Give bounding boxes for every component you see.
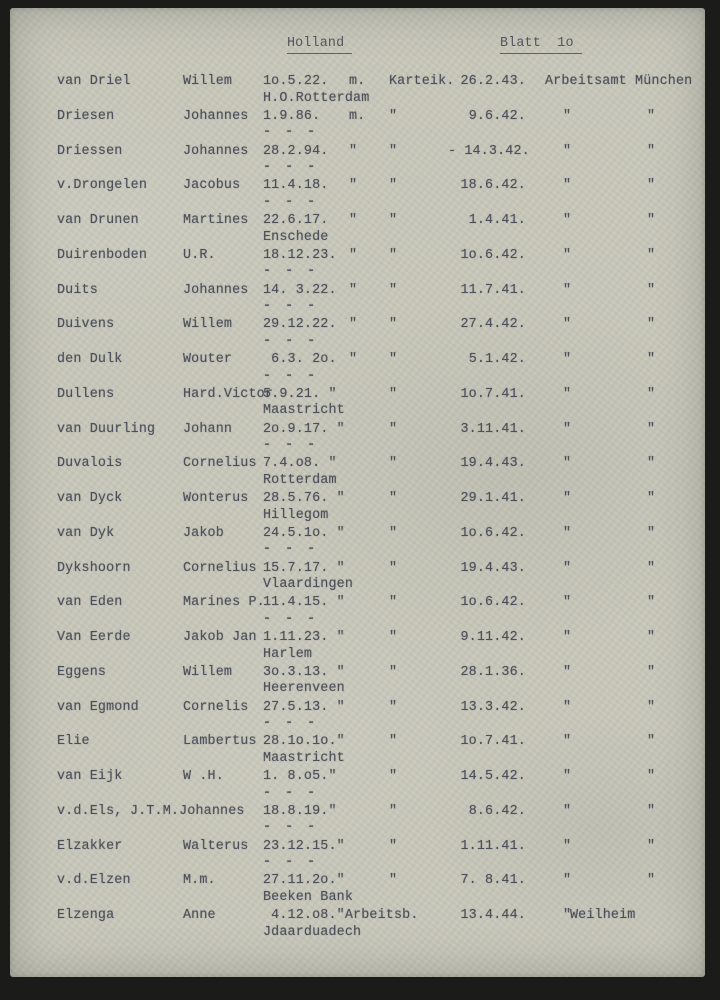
birth-date (263, 178, 329, 211)
birth-place-note: - - - (263, 785, 319, 801)
surname: Elie (57, 734, 90, 750)
surname: Elzenga (57, 908, 115, 923)
record-date: 13.4.44. (460, 908, 526, 923)
page-title: Holland (287, 36, 352, 54)
birth-place-note: Rotterdam (263, 472, 337, 488)
table-row (10, 595, 705, 630)
birth-date-value: 1.11.23. " (263, 630, 345, 645)
birth-place-note: Jdaarduadech (263, 924, 362, 940)
card-index-mark: " (389, 769, 398, 784)
record-date: 7. 8.41. (460, 873, 526, 889)
surname: van Eijk (57, 769, 123, 784)
birth-place-note: Enschede (263, 229, 329, 245)
first-name: Wonterus (183, 491, 249, 506)
surname: Duivens (57, 317, 115, 333)
surname: van Dyck (57, 491, 123, 506)
card-index-mark: " (389, 386, 398, 402)
record-date: 26.2.43. (460, 74, 526, 89)
gender-mark: " (349, 352, 358, 367)
birth-date (263, 526, 345, 559)
birth-date-value: 28.5.76. " (263, 491, 345, 506)
table-row (10, 213, 705, 248)
surname: van Eden (57, 595, 123, 611)
office-city: " (647, 317, 656, 333)
birth-place-note: Heerenveen (263, 681, 345, 697)
birth-date-value: 11.4.18. (263, 178, 329, 194)
first-name: Cornelius (183, 456, 257, 472)
birth-date-value: 1.9.86. (263, 108, 321, 124)
surname: van Driel (57, 74, 131, 89)
surname: Driesen (57, 108, 115, 124)
labor-office: " (563, 178, 572, 194)
birth-date-value: 6.3. 2o. (263, 352, 337, 367)
labor-office: " (563, 699, 572, 715)
first-name: W .H. (183, 769, 224, 784)
first-name: Marines P. (183, 595, 265, 611)
birth-date (263, 734, 345, 767)
card-index-mark: " (389, 803, 398, 819)
record-date: 28.1.36. (460, 664, 526, 680)
birth-date (263, 144, 329, 177)
birth-date-value: 27.5.13. " (263, 699, 345, 715)
labor-office: " (563, 317, 572, 333)
surname: Duits (57, 282, 98, 298)
birth-date-value: 29.12.22. (263, 317, 337, 333)
table-row (10, 769, 705, 804)
office-city: " (647, 108, 656, 124)
surname: van Drunen (57, 213, 139, 228)
table-row (10, 74, 705, 109)
surname: Eggens (57, 664, 107, 680)
page-header (10, 36, 705, 56)
surname: van Dyk (57, 525, 115, 541)
labor-office: " (563, 525, 572, 541)
birth-date-value: 1o.5.22. (263, 74, 329, 89)
birth-place-note: - - - (263, 716, 319, 731)
record-date: 19.4.43. (460, 560, 526, 576)
office-city: " (647, 595, 656, 611)
surname: Duirenboden (57, 247, 148, 263)
birth-date-value: 22.6.17. (263, 213, 329, 228)
card-index-mark: " (389, 491, 398, 506)
birth-date (263, 665, 345, 698)
table-row (10, 422, 705, 457)
table-row (10, 491, 705, 526)
birth-place-note: - - - (263, 855, 319, 870)
birth-place-note: - - - (263, 333, 319, 349)
birth-date (263, 595, 345, 628)
office-city: " (647, 769, 656, 784)
table-row (10, 144, 705, 179)
birth-place-note: - - - (263, 820, 319, 836)
birth-date (263, 283, 337, 316)
record-date: 11.7.41. (460, 282, 526, 298)
office-city: " (647, 734, 656, 750)
labor-office: " (563, 282, 572, 298)
birth-place-note: - - - (263, 299, 319, 314)
office-city: " (647, 213, 656, 228)
birth-date (263, 630, 345, 663)
birth-date (263, 561, 353, 594)
birth-place-note: Beeken Bank (263, 889, 354, 905)
table-row (10, 248, 705, 283)
table-row (10, 630, 705, 665)
first-name: U.R. (183, 247, 216, 263)
office-city: " (647, 282, 656, 298)
birth-date-value: 3o.3.13. " (263, 664, 345, 680)
first-name: Martines (183, 213, 249, 228)
gender-mark: " (349, 247, 358, 263)
labor-office: " (563, 908, 572, 923)
birth-date (263, 491, 345, 524)
birth-date-value: 11.4.15. " (263, 595, 345, 611)
birth-date (263, 873, 353, 906)
labor-office: Arbeitsamt München (545, 74, 693, 89)
table-row (10, 873, 705, 908)
surname: v.Drongelen (57, 178, 148, 194)
table-row (10, 283, 705, 318)
birth-date-value: 18.12.23. (263, 247, 337, 263)
record-date: - 14.3.42. (448, 143, 530, 159)
record-date: 1o.6.42. (460, 247, 526, 263)
labor-office: " (563, 595, 572, 611)
office-city: Weilheim (570, 908, 636, 923)
labor-office: " (563, 769, 572, 784)
office-city: " (647, 421, 656, 437)
card-index-mark: " (389, 595, 398, 611)
birth-date-value: 27.11.2o." (263, 873, 345, 889)
record-date: 1o.6.42. (460, 525, 526, 541)
labor-office: " (563, 560, 572, 576)
birth-date (263, 248, 337, 281)
birth-date-value: 2o.9.17. " (263, 421, 345, 437)
labor-office: " (563, 734, 572, 750)
birth-place-note: - - - (263, 542, 319, 558)
labor-office: " (563, 803, 572, 819)
labor-office: " (563, 491, 572, 506)
birth-date-value: 4.12.o8."Arbeitsb. (263, 908, 419, 923)
first-name: M.m. (183, 873, 216, 889)
card-index-mark: " (389, 352, 398, 367)
record-date: 19.4.43. (460, 456, 526, 472)
table-row (10, 178, 705, 213)
office-city: " (647, 803, 656, 819)
office-city: " (647, 456, 656, 472)
surname: v.d.Elzen (57, 873, 131, 889)
birth-date-value: 24.5.1o. " (263, 525, 345, 541)
first-name: Cornelis (183, 699, 249, 715)
card-index-mark: " (389, 421, 398, 437)
birth-date (263, 769, 337, 802)
birth-date-value: 18.8.19." (263, 803, 337, 819)
surname: den Dulk (57, 352, 123, 367)
labor-office: " (563, 873, 572, 889)
birth-date (263, 352, 337, 385)
birth-place-note: - - - (263, 611, 319, 627)
record-date: 14.5.42. (460, 769, 526, 784)
birth-place-note: Maastricht (263, 750, 345, 766)
first-name: Johannes (183, 143, 249, 159)
birth-place-note: - - - (263, 368, 319, 384)
birth-date-value: 5.9.21. " (263, 386, 337, 402)
card-index-mark: " (389, 630, 398, 645)
birth-date (263, 456, 337, 489)
table-row (10, 317, 705, 352)
record-date: 13.3.42. (460, 699, 526, 715)
card-index-mark: " (389, 699, 398, 715)
surname: Van Eerde (57, 630, 131, 645)
birth-date-value: 15.7.17. " (263, 560, 345, 576)
birth-place-note: Hillegom (263, 507, 329, 523)
record-date: 9.6.42. (468, 108, 526, 124)
table-row (10, 665, 705, 700)
record-date: 1o.7.41. (460, 386, 526, 402)
birth-date (263, 908, 419, 941)
surname: Dullens (57, 386, 115, 402)
table-row (10, 561, 705, 596)
first-name: Willem (183, 74, 233, 89)
surname: van Duurling (57, 421, 156, 437)
labor-office: " (563, 386, 572, 402)
birth-date (263, 839, 345, 872)
table-row (10, 804, 705, 839)
first-name: Cornelius (183, 560, 257, 576)
record-date: 27.4.42. (460, 317, 526, 333)
first-name: Johannes (183, 282, 249, 298)
birth-place-note: H.O.Rotterdam (263, 90, 370, 106)
birth-place-note: - - - (263, 438, 319, 453)
birth-place-note: - - - (263, 264, 319, 280)
office-city: " (647, 352, 656, 367)
birth-place-note: - - - (263, 160, 319, 175)
first-name: J.T.M.Johannes (130, 803, 245, 819)
card-index-mark: " (389, 213, 398, 228)
first-name: Lambertus (183, 734, 257, 750)
card-index-mark: " (389, 282, 398, 298)
gender-mark: " (349, 282, 358, 298)
record-date: 9.11.42. (460, 630, 526, 645)
birth-date (263, 109, 320, 142)
gender-mark: " (349, 178, 358, 194)
card-index-mark: " (389, 734, 398, 750)
birth-date-value: 28.1o.1o." (263, 734, 345, 750)
gender-mark: m. (349, 108, 366, 124)
labor-office: " (563, 143, 572, 159)
surname: Driessen (57, 143, 123, 159)
birth-date (263, 317, 337, 350)
labor-office: " (563, 630, 572, 645)
labor-office: " (563, 213, 572, 228)
table-row (10, 734, 705, 769)
office-city: " (647, 838, 656, 854)
birth-date (263, 700, 345, 733)
record-date: 1o.7.41. (460, 734, 526, 750)
first-name: Willem (183, 664, 233, 680)
birth-date-value: 14. 3.22. (263, 282, 337, 298)
first-name: Anne (183, 908, 216, 923)
birth-date-value: 23.12.15." (263, 838, 345, 854)
birth-date (263, 804, 337, 837)
page-number: Blatt 1o (500, 36, 582, 54)
labor-office: " (563, 456, 572, 472)
surname: Elzakker (57, 838, 123, 854)
card-index-mark: " (389, 838, 398, 854)
birth-date-value: 7.4.o8. " (263, 456, 337, 472)
office-city: " (647, 664, 656, 680)
office-city: " (647, 560, 656, 576)
office-city: " (647, 699, 656, 715)
table-row (10, 839, 705, 874)
first-name: Wouter (183, 352, 233, 367)
first-name: Jakob (183, 525, 224, 541)
birth-date (263, 387, 345, 420)
gender-mark: " (349, 213, 358, 228)
first-name: Hard.Victor (183, 386, 274, 402)
table-row (10, 352, 705, 387)
first-name: Jakob Jan (183, 630, 257, 645)
labor-office: " (563, 838, 572, 854)
surname: van Egmond (57, 699, 139, 715)
card-index-mark: " (389, 525, 398, 541)
gender-mark: " (349, 317, 358, 333)
table-row (10, 700, 705, 735)
surname: Dykshoorn (57, 560, 131, 576)
gender-mark: " (349, 143, 358, 159)
labor-office: " (563, 247, 572, 263)
birth-date (263, 422, 345, 455)
birth-date-value: 1. 8.o5." (263, 769, 337, 784)
card-index-mark: " (389, 873, 398, 889)
first-name: Jacobus (183, 178, 241, 194)
birth-place-note: Vlaardingen (263, 577, 354, 592)
table-row (10, 387, 705, 422)
labor-office: " (563, 352, 572, 367)
labor-office: " (563, 421, 572, 437)
record-date: 1.11.41. (460, 838, 526, 854)
first-name: Walterus (183, 838, 249, 854)
record-date: 18.6.42. (460, 178, 526, 194)
office-city: " (647, 178, 656, 194)
card-index-mark: " (389, 178, 398, 194)
card-index-mark: Karteik. (389, 74, 455, 89)
table-row (10, 456, 705, 491)
card-index-mark: " (389, 456, 398, 472)
record-date: 1o.6.42. (460, 595, 526, 611)
record-date: 3.11.41. (460, 421, 526, 437)
card-index-mark: " (389, 317, 398, 333)
birth-place-note: - - - (263, 194, 319, 210)
labor-office: " (563, 108, 572, 124)
card-index-mark: " (389, 664, 398, 680)
birth-place-note: Harlem (263, 646, 313, 662)
record-date: 8.6.42. (468, 803, 526, 819)
card-index-mark: " (389, 108, 398, 124)
table-row (10, 526, 705, 561)
card-index-mark: " (389, 247, 398, 263)
office-city: " (647, 630, 656, 645)
first-name: Johannes (183, 108, 249, 124)
birth-place-note: - - - (263, 125, 319, 141)
birth-date (263, 213, 329, 246)
card-index-mark: " (389, 560, 398, 576)
document-rows (10, 74, 705, 943)
office-city: " (647, 491, 656, 506)
card-index-mark: " (389, 143, 398, 159)
office-city: " (647, 386, 656, 402)
office-city: " (647, 247, 656, 263)
document-page (10, 8, 705, 977)
record-date: 1.4.41. (468, 213, 526, 228)
office-city: " (647, 525, 656, 541)
surname: v.d.Els, (57, 803, 123, 819)
table-row (10, 908, 705, 943)
first-name: Johann (183, 421, 233, 437)
office-city: " (647, 873, 656, 889)
surname: Duvalois (57, 456, 123, 472)
labor-office: " (563, 664, 572, 680)
record-date: 5.1.42. (468, 352, 526, 367)
office-city: " (647, 143, 656, 159)
gender-mark: m. (349, 74, 366, 89)
birth-date-value: 28.2.94. (263, 143, 329, 159)
first-name: Willem (183, 317, 233, 333)
table-row (10, 109, 705, 144)
birth-place-note: Maastricht (263, 403, 345, 419)
record-date: 29.1.41. (460, 491, 526, 506)
